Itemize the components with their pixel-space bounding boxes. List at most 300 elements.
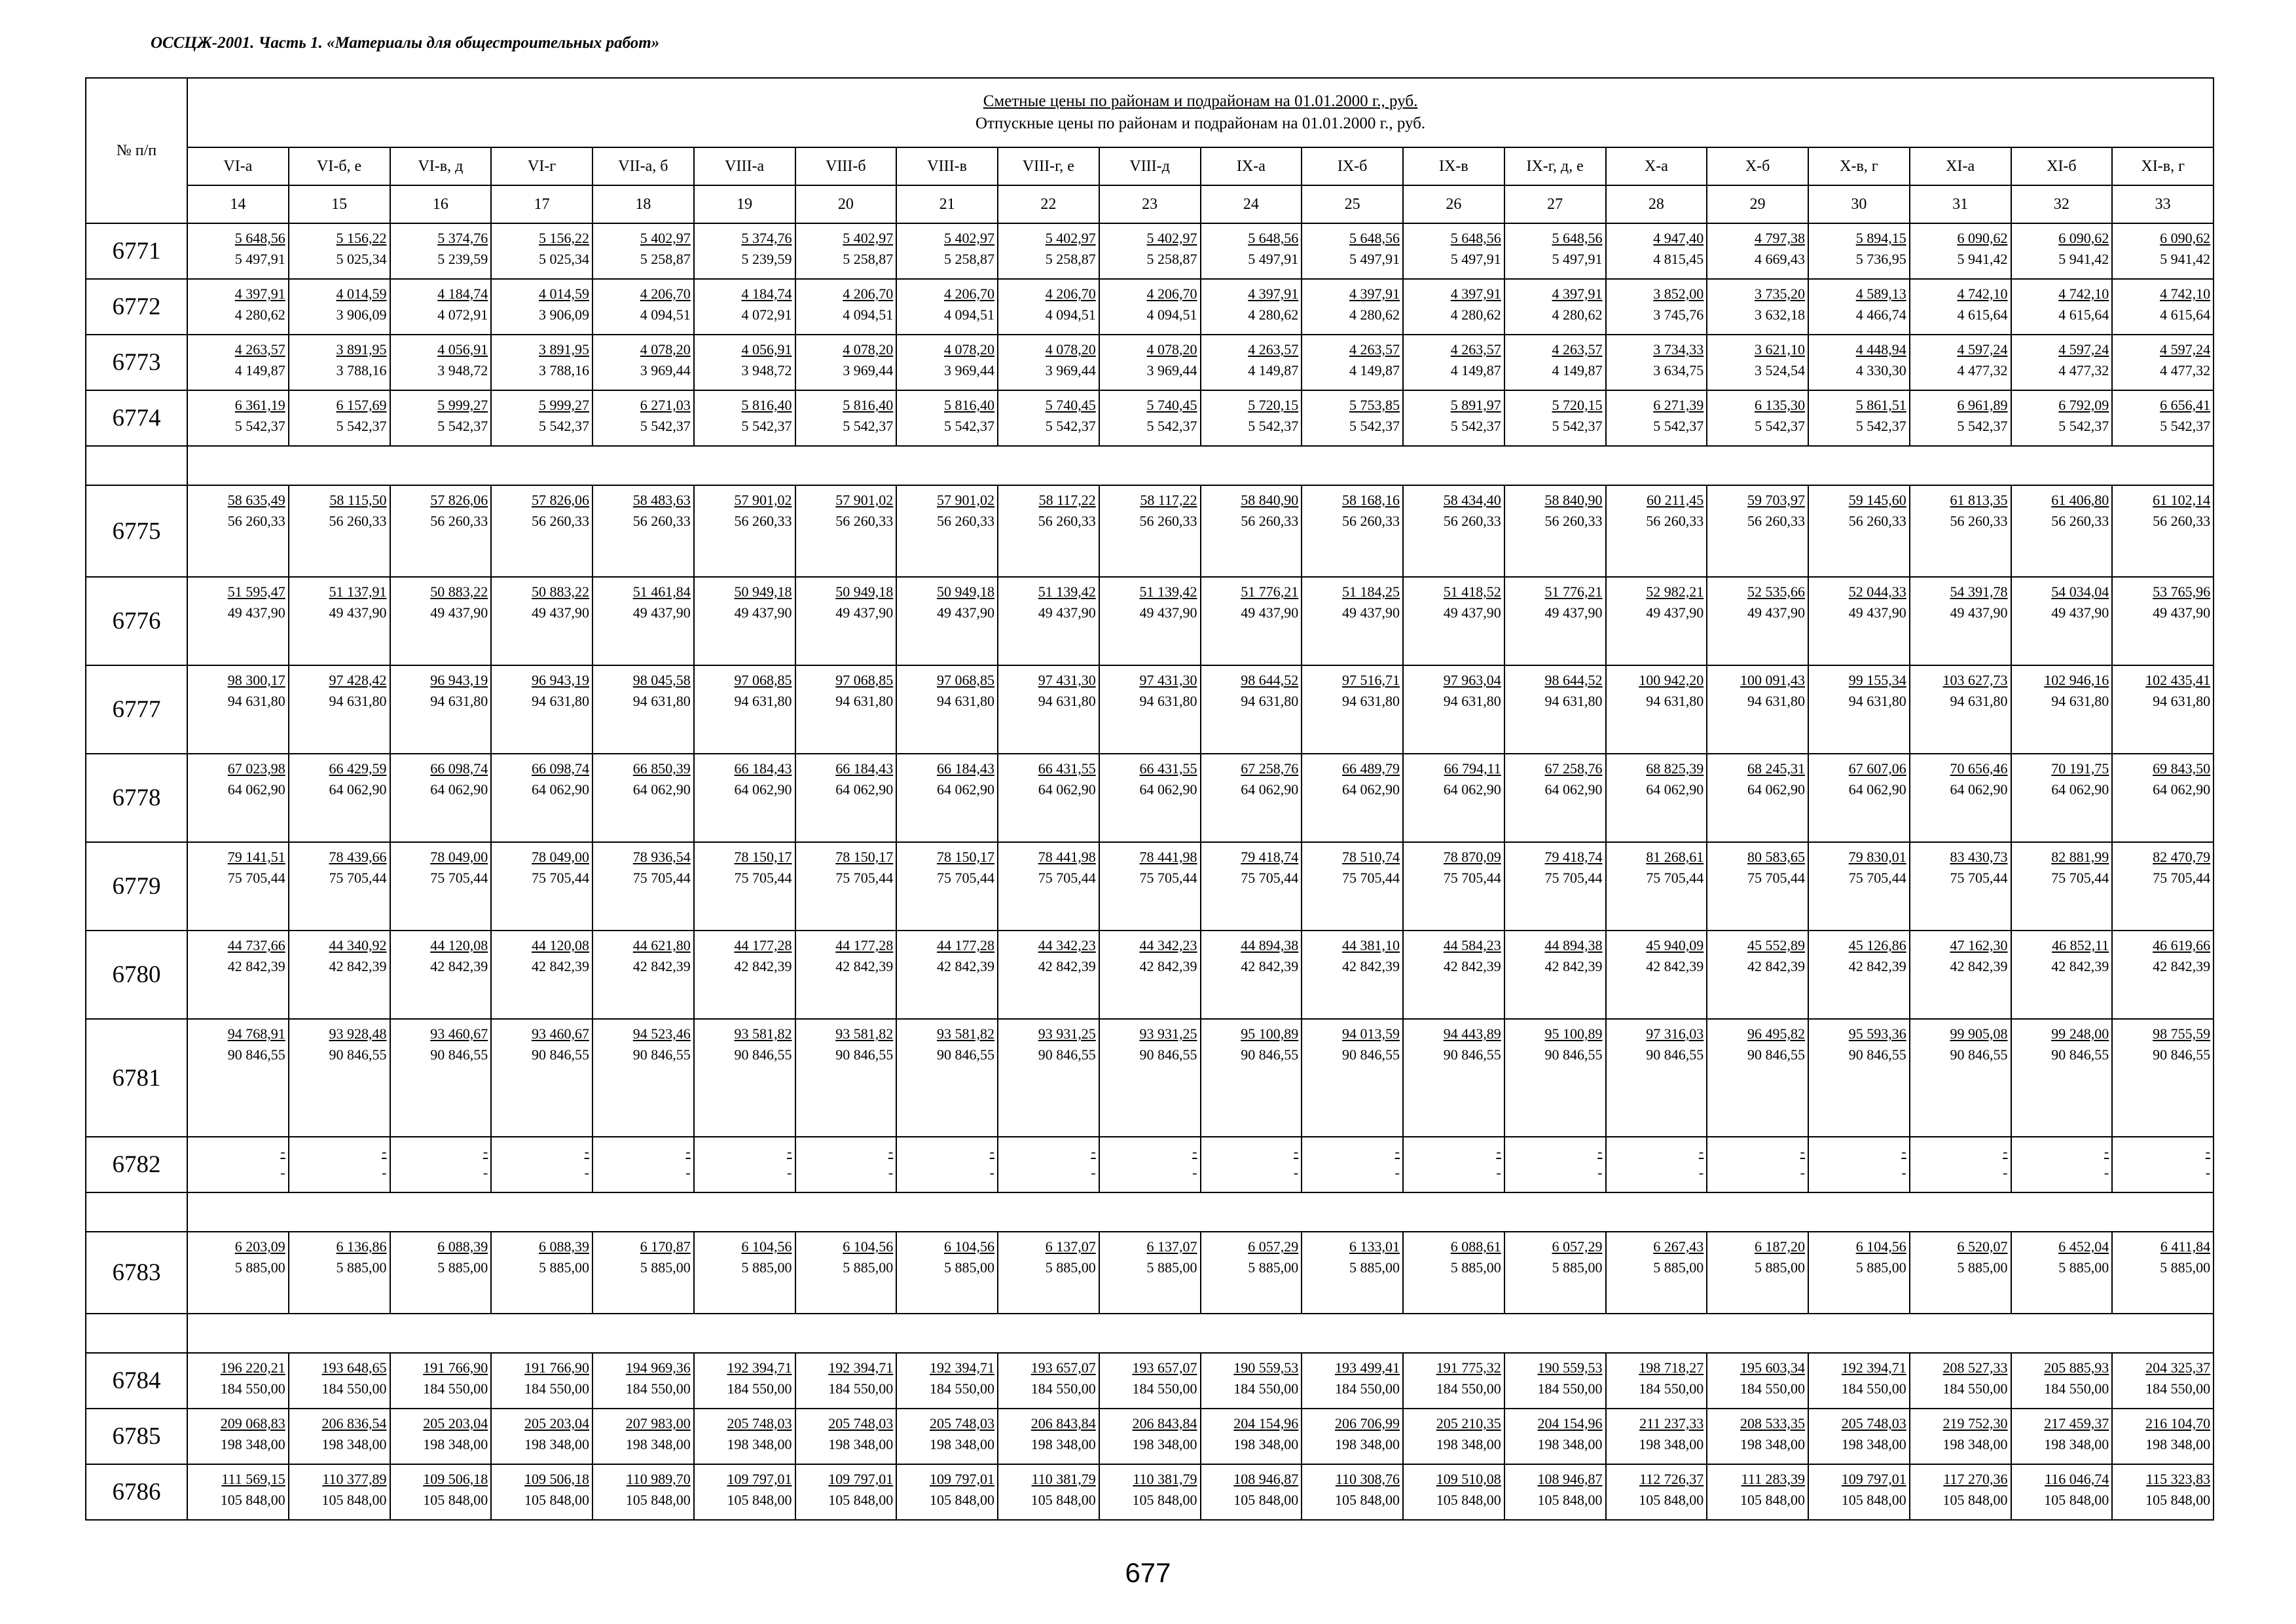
price-cell xyxy=(1302,1353,1403,1409)
price-cell xyxy=(1707,1464,1808,1520)
estimate-price: 4 206,70 xyxy=(843,286,894,302)
release-price: 42 842,39 xyxy=(227,958,285,974)
estimate-price: - xyxy=(1496,1143,1501,1160)
estimate-price: 6 090,62 xyxy=(2058,230,2109,246)
estimate-price: 110 381,79 xyxy=(1133,1471,1197,1487)
release-price: 4 094,51 xyxy=(1045,306,1096,323)
estimate-price: 78 510,74 xyxy=(1342,849,1400,865)
price-cell xyxy=(592,1353,694,1409)
price-cell xyxy=(1808,1232,1910,1314)
estimate-price: - xyxy=(1698,1143,1704,1160)
estimate-price: 60 211,45 xyxy=(1647,492,1704,508)
release-price: 5 542,37 xyxy=(1552,418,1603,434)
table-row xyxy=(86,577,2214,665)
release-price: 105 848,00 xyxy=(321,1492,387,1508)
release-price: 75 705,44 xyxy=(1443,870,1501,886)
price-cell xyxy=(998,1409,1099,1464)
release-price: 5 885,00 xyxy=(1450,1259,1501,1276)
price-cell xyxy=(694,335,795,390)
price-cell xyxy=(1403,754,1504,842)
estimate-price: 51 139,42 xyxy=(1139,583,1197,600)
estimate-price: 192 394,71 xyxy=(727,1359,792,1376)
estimate-price: 51 776,21 xyxy=(1241,583,1299,600)
release-price: 198 348,00 xyxy=(1537,1436,1603,1452)
price-cell xyxy=(2011,279,2113,335)
price-cell xyxy=(1910,1137,2011,1192)
estimate-price: 5 816,40 xyxy=(944,397,994,413)
price-cell xyxy=(187,842,289,931)
price-cell xyxy=(390,665,492,754)
release-price: 42 842,39 xyxy=(1139,958,1197,974)
price-cell xyxy=(491,335,592,390)
price-cell xyxy=(1302,1019,1403,1137)
estimate-price: 58 434,40 xyxy=(1443,492,1501,508)
item-number: 6771 xyxy=(86,223,187,279)
price-cell xyxy=(1403,577,1504,665)
estimate-price: 78 441,98 xyxy=(1139,849,1197,865)
estimate-price: 192 394,71 xyxy=(1841,1359,1906,1376)
release-price: - xyxy=(1091,1164,1096,1181)
price-cell xyxy=(1099,665,1201,754)
price-cell xyxy=(1201,485,1302,577)
release-price: 198 348,00 xyxy=(1335,1436,1400,1452)
price-cell xyxy=(1606,1464,1707,1520)
release-price: - xyxy=(1293,1164,1299,1181)
release-price: 184 550,00 xyxy=(2044,1380,2109,1397)
gap-cell xyxy=(86,1192,187,1232)
release-price: 42 842,39 xyxy=(1848,958,1906,974)
estimate-price: 219 752,30 xyxy=(1942,1415,2008,1431)
price-cell xyxy=(1302,931,1403,1019)
release-price: 5 542,37 xyxy=(1755,418,1805,434)
price-cell xyxy=(1099,279,1201,335)
price-cell xyxy=(187,335,289,390)
release-price: 5 025,34 xyxy=(336,251,387,267)
release-price: 5 542,37 xyxy=(437,418,488,434)
release-price: - xyxy=(2003,1164,2008,1181)
release-price: 198 348,00 xyxy=(828,1436,894,1452)
release-price: 198 348,00 xyxy=(423,1436,488,1452)
price-cell xyxy=(1606,842,1707,931)
release-price: 5 542,37 xyxy=(1248,418,1299,434)
release-price: 90 846,55 xyxy=(532,1046,589,1063)
price-cell xyxy=(1606,1232,1707,1314)
estimate-price: 99 248,00 xyxy=(2051,1025,2109,1042)
release-price: 5 542,37 xyxy=(843,418,894,434)
estimate-price: 205 748,03 xyxy=(727,1415,792,1431)
estimate-price: 67 607,06 xyxy=(1848,760,1906,777)
estimate-price: 5 891,97 xyxy=(1450,397,1501,413)
estimate-price: - xyxy=(1192,1143,1197,1160)
price-cell xyxy=(592,223,694,279)
estimate-price: 5 402,97 xyxy=(1146,230,1197,246)
release-price: 3 745,76 xyxy=(1653,306,1704,323)
price-cell xyxy=(1910,223,2011,279)
estimate-price: 6 088,39 xyxy=(437,1238,488,1255)
release-price: 94 631,80 xyxy=(1443,693,1501,709)
price-cell xyxy=(1201,279,1302,335)
price-cell xyxy=(2112,665,2214,754)
estimate-price: 98 644,52 xyxy=(1544,672,1603,688)
estimate-price: 46 852,11 xyxy=(2052,937,2109,953)
estimate-price: 191 766,90 xyxy=(423,1359,488,1376)
release-price: 5 542,37 xyxy=(1957,418,2008,434)
estimate-price: 193 648,65 xyxy=(321,1359,387,1376)
estimate-price: 4 014,59 xyxy=(336,286,387,302)
estimate-price: 51 137,91 xyxy=(329,583,387,600)
release-price: 198 348,00 xyxy=(1841,1436,1906,1452)
estimate-price: 216 104,70 xyxy=(2145,1415,2211,1431)
release-price: 4 615,64 xyxy=(2058,306,2109,323)
estimate-price: 4 263,57 xyxy=(1450,341,1501,358)
estimate-price: 70 191,75 xyxy=(2051,760,2109,777)
price-cell xyxy=(795,577,897,665)
release-price: 5 885,00 xyxy=(1349,1259,1400,1276)
price-cell xyxy=(1099,754,1201,842)
estimate-price: 51 139,42 xyxy=(1038,583,1096,600)
price-cell xyxy=(2112,279,2214,335)
column-number: 33 xyxy=(2112,185,2214,223)
column-number: 21 xyxy=(896,185,998,223)
release-price: 5 885,00 xyxy=(1957,1259,2008,1276)
district-header: VI-в, д xyxy=(390,147,492,185)
release-price: 5 885,00 xyxy=(843,1259,894,1276)
estimate-price: 196 220,21 xyxy=(220,1359,285,1376)
estimate-price: 50 883,22 xyxy=(532,583,589,600)
release-price: 4 477,32 xyxy=(1957,362,2008,378)
release-price: 105 848,00 xyxy=(1639,1492,1704,1508)
estimate-price: 3 852,00 xyxy=(1653,286,1704,302)
estimate-price: 4 056,91 xyxy=(741,341,792,358)
price-cell xyxy=(896,223,998,279)
price-cell xyxy=(1504,223,1606,279)
estimate-price: 3 621,10 xyxy=(1755,341,1805,358)
estimate-price: 6 271,03 xyxy=(640,397,691,413)
district-header: XI-а xyxy=(1910,147,2011,185)
release-price: 56 260,33 xyxy=(1848,513,1906,529)
price-cell xyxy=(1201,335,1302,390)
estimate-price: 69 843,50 xyxy=(2153,760,2211,777)
estimate-price: 57 826,06 xyxy=(430,492,488,508)
release-price: 49 437,90 xyxy=(430,604,488,621)
price-cell xyxy=(390,931,492,1019)
estimate-price: 57 826,06 xyxy=(532,492,589,508)
release-price: 105 848,00 xyxy=(2145,1492,2211,1508)
price-cell xyxy=(998,485,1099,577)
price-cell xyxy=(1606,390,1707,446)
release-price: 105 848,00 xyxy=(1942,1492,2008,1508)
price-cell xyxy=(1099,931,1201,1019)
release-price: 56 260,33 xyxy=(835,513,894,529)
estimate-price: 195 603,34 xyxy=(1740,1359,1805,1376)
release-price: 42 842,39 xyxy=(329,958,387,974)
estimate-price: 96 943,19 xyxy=(430,672,488,688)
release-price: 5 497,91 xyxy=(1450,251,1501,267)
estimate-price: - xyxy=(1800,1143,1805,1160)
estimate-price: 99 905,08 xyxy=(1950,1025,2008,1042)
column-number: 18 xyxy=(592,185,694,223)
estimate-price: - xyxy=(1597,1143,1603,1160)
price-cell xyxy=(491,1137,592,1192)
estimate-price: 5 648,56 xyxy=(1349,230,1400,246)
price-cell xyxy=(187,577,289,665)
estimate-price: 4 397,91 xyxy=(234,286,285,302)
price-cell xyxy=(592,1409,694,1464)
release-price: - xyxy=(2104,1164,2109,1181)
district-header: IX-а xyxy=(1201,147,1302,185)
price-cell xyxy=(592,1232,694,1314)
estimate-price: 4 206,70 xyxy=(1045,286,1096,302)
price-cell xyxy=(896,1464,998,1520)
release-price: 184 550,00 xyxy=(321,1380,387,1397)
price-cell xyxy=(1707,665,1808,754)
release-price: 64 062,90 xyxy=(329,781,387,798)
estimate-price: 52 535,66 xyxy=(1747,583,1805,600)
release-price: 3 524,54 xyxy=(1755,362,1805,378)
estimate-price: 111 569,15 xyxy=(221,1471,285,1487)
release-price: 94 631,80 xyxy=(227,693,285,709)
estimate-price: 6 656,41 xyxy=(2160,397,2211,413)
price-cell xyxy=(1403,842,1504,931)
estimate-price: 204 154,96 xyxy=(1537,1415,1603,1431)
release-price: 64 062,90 xyxy=(1950,781,2008,798)
release-price: 90 846,55 xyxy=(1646,1046,1704,1063)
release-price: 5 542,37 xyxy=(234,418,285,434)
estimate-price: 192 394,71 xyxy=(930,1359,994,1376)
estimate-price: - xyxy=(1293,1143,1299,1160)
release-price: 5 542,37 xyxy=(336,418,387,434)
district-header: VIII-в xyxy=(896,147,998,185)
price-cell xyxy=(998,1019,1099,1137)
release-price: 5 542,37 xyxy=(944,418,994,434)
estimate-price: 115 323,83 xyxy=(2145,1471,2211,1487)
price-cell xyxy=(1606,1137,1707,1192)
price-cell xyxy=(1099,1409,1201,1464)
estimate-price: 4 206,70 xyxy=(944,286,994,302)
price-cell xyxy=(1403,1232,1504,1314)
price-cell xyxy=(795,931,897,1019)
release-price: 64 062,90 xyxy=(937,781,994,798)
price-cell xyxy=(187,1232,289,1314)
release-price: 90 846,55 xyxy=(632,1046,691,1063)
price-cell xyxy=(1707,1353,1808,1409)
price-cell xyxy=(694,754,795,842)
release-price: 198 348,00 xyxy=(930,1436,994,1452)
item-number: 6783 xyxy=(86,1232,187,1314)
price-cell xyxy=(2112,1232,2214,1314)
price-cell xyxy=(1808,390,1910,446)
estimate-price: 53 765,96 xyxy=(2153,583,2211,600)
estimate-price: 50 949,18 xyxy=(734,583,792,600)
release-price: 4 466,74 xyxy=(1855,306,1906,323)
estimate-price: 50 883,22 xyxy=(430,583,488,600)
price-cell xyxy=(1201,1232,1302,1314)
price-cell xyxy=(1504,1019,1606,1137)
estimate-price: 4 797,38 xyxy=(1755,230,1805,246)
price-cell xyxy=(1403,1019,1504,1137)
release-price: 5 542,37 xyxy=(2058,418,2109,434)
price-cell xyxy=(1302,754,1403,842)
price-cell xyxy=(998,754,1099,842)
district-header: VI-г xyxy=(491,147,592,185)
table-row xyxy=(86,1409,2214,1464)
price-cell xyxy=(1808,335,1910,390)
release-price: 90 846,55 xyxy=(937,1046,994,1063)
district-header: VIII-д xyxy=(1099,147,1201,185)
price-cell xyxy=(2011,1232,2113,1314)
estimate-price: 5 753,85 xyxy=(1349,397,1400,413)
item-number: 6776 xyxy=(86,577,187,665)
release-price: 49 437,90 xyxy=(1747,604,1805,621)
release-price: 198 348,00 xyxy=(524,1436,589,1452)
item-number: 6784 xyxy=(86,1353,187,1409)
release-price: 90 846,55 xyxy=(329,1046,387,1063)
release-price: 94 631,80 xyxy=(1241,693,1299,709)
release-price: 3 969,44 xyxy=(640,362,691,378)
release-price: 5 885,00 xyxy=(1552,1259,1603,1276)
release-price: 75 705,44 xyxy=(1646,870,1704,886)
estimate-price: 5 648,56 xyxy=(1450,230,1501,246)
price-cell xyxy=(1606,335,1707,390)
estimate-price: - xyxy=(888,1143,894,1160)
price-cell xyxy=(2112,1353,2214,1409)
release-price: 90 846,55 xyxy=(1038,1046,1096,1063)
column-number: 30 xyxy=(1808,185,1910,223)
gap-cell xyxy=(86,446,187,485)
estimate-price: 6 135,30 xyxy=(1755,397,1805,413)
estimate-price: 110 377,89 xyxy=(322,1471,387,1487)
estimate-price: 5 720,15 xyxy=(1552,397,1603,413)
release-price: 3 948,72 xyxy=(437,362,488,378)
release-price: 49 437,90 xyxy=(734,604,792,621)
district-header: XI-б xyxy=(2011,147,2113,185)
estimate-price: 93 581,82 xyxy=(937,1025,994,1042)
price-cell xyxy=(1707,842,1808,931)
estimate-price: 58 117,22 xyxy=(1140,492,1197,508)
estimate-price: - xyxy=(382,1143,387,1160)
estimate-price: 4 078,20 xyxy=(1146,341,1197,358)
price-cell xyxy=(795,223,897,279)
estimate-price: 4 742,10 xyxy=(2058,286,2109,302)
release-price: 105 848,00 xyxy=(1841,1492,1906,1508)
price-cell xyxy=(1504,390,1606,446)
item-number: 6777 xyxy=(86,665,187,754)
estimate-price: 51 595,47 xyxy=(227,583,285,600)
price-cell xyxy=(1707,931,1808,1019)
price-cell xyxy=(694,1137,795,1192)
estimate-price: 66 098,74 xyxy=(532,760,589,777)
price-cell xyxy=(1606,223,1707,279)
estimate-price: 96 495,82 xyxy=(1747,1025,1805,1042)
price-cell xyxy=(1910,1232,2011,1314)
estimate-price: 4 263,57 xyxy=(1248,341,1299,358)
price-cell xyxy=(491,665,592,754)
release-price: 105 848,00 xyxy=(1335,1492,1400,1508)
price-cell xyxy=(1910,335,2011,390)
price-cell xyxy=(1302,842,1403,931)
estimate-price: 5 740,45 xyxy=(1146,397,1197,413)
release-price: 42 842,39 xyxy=(734,958,792,974)
estimate-price: 6 452,04 xyxy=(2058,1238,2109,1255)
district-header: IX-в xyxy=(1403,147,1504,185)
estimate-price: 95 100,89 xyxy=(1544,1025,1603,1042)
release-price: 49 437,90 xyxy=(632,604,691,621)
price-cell xyxy=(1403,665,1504,754)
price-cell xyxy=(1910,485,2011,577)
column-number: 15 xyxy=(289,185,390,223)
price-cell xyxy=(998,1232,1099,1314)
price-cell xyxy=(289,665,390,754)
num-column-header: № п/п xyxy=(86,78,187,223)
release-price: 184 550,00 xyxy=(625,1380,691,1397)
release-price: 5 542,37 xyxy=(1045,418,1096,434)
price-cell xyxy=(1403,279,1504,335)
price-cell xyxy=(1099,1464,1201,1520)
release-price: 56 260,33 xyxy=(1544,513,1603,529)
estimate-price: 97 316,03 xyxy=(1646,1025,1704,1042)
estimate-price: 44 381,10 xyxy=(1342,937,1400,953)
estimate-price: 5 402,97 xyxy=(843,230,894,246)
estimate-price: 6 057,29 xyxy=(1248,1238,1299,1255)
price-cell xyxy=(491,754,592,842)
estimate-price: 6 267,43 xyxy=(1653,1238,1704,1255)
release-price: 4 615,64 xyxy=(2160,306,2211,323)
estimate-price: 4 263,57 xyxy=(1349,341,1400,358)
price-cell xyxy=(1606,1353,1707,1409)
estimate-price: 217 459,37 xyxy=(2044,1415,2109,1431)
price-cell xyxy=(1707,577,1808,665)
price-cell xyxy=(694,279,795,335)
estimate-price: 94 523,46 xyxy=(632,1025,691,1042)
price-cell xyxy=(390,223,492,279)
release-price: 184 550,00 xyxy=(930,1380,994,1397)
estimate-price: 5 720,15 xyxy=(1248,397,1299,413)
estimate-price: 97 068,85 xyxy=(734,672,792,688)
section-gap xyxy=(86,446,2214,485)
price-cell xyxy=(896,842,998,931)
release-price: 49 437,90 xyxy=(329,604,387,621)
release-price: 5 258,87 xyxy=(843,251,894,267)
price-cell xyxy=(2112,223,2214,279)
price-cell xyxy=(1910,1019,2011,1137)
district-header: X-в, г xyxy=(1808,147,1910,185)
release-price: 75 705,44 xyxy=(1038,870,1096,886)
price-cell xyxy=(390,1409,492,1464)
release-price: 90 846,55 xyxy=(1139,1046,1197,1063)
release-price: 75 705,44 xyxy=(2051,870,2109,886)
release-price: 75 705,44 xyxy=(227,870,285,886)
estimate-price: 190 559,53 xyxy=(1233,1359,1299,1376)
release-price: 105 848,00 xyxy=(1537,1492,1603,1508)
price-cell xyxy=(1910,390,2011,446)
price-cell xyxy=(1707,1137,1808,1192)
release-price: 3 948,72 xyxy=(741,362,792,378)
district-header: VI-б, е xyxy=(289,147,390,185)
estimate-price: 209 068,83 xyxy=(220,1415,285,1431)
release-price: 184 550,00 xyxy=(2145,1380,2211,1397)
price-cell xyxy=(998,223,1099,279)
estimate-price: 205 203,04 xyxy=(524,1415,589,1431)
estimate-price: 5 894,15 xyxy=(1855,230,1906,246)
estimate-price: 4 078,20 xyxy=(843,341,894,358)
price-cell xyxy=(1504,1232,1606,1314)
release-price: 5 941,42 xyxy=(2058,251,2109,267)
release-price: 5 885,00 xyxy=(2160,1259,2211,1276)
estimate-price: 5 816,40 xyxy=(843,397,894,413)
estimate-price: - xyxy=(584,1143,589,1160)
release-price: 5 885,00 xyxy=(640,1259,691,1276)
price-cell xyxy=(2112,1019,2214,1137)
